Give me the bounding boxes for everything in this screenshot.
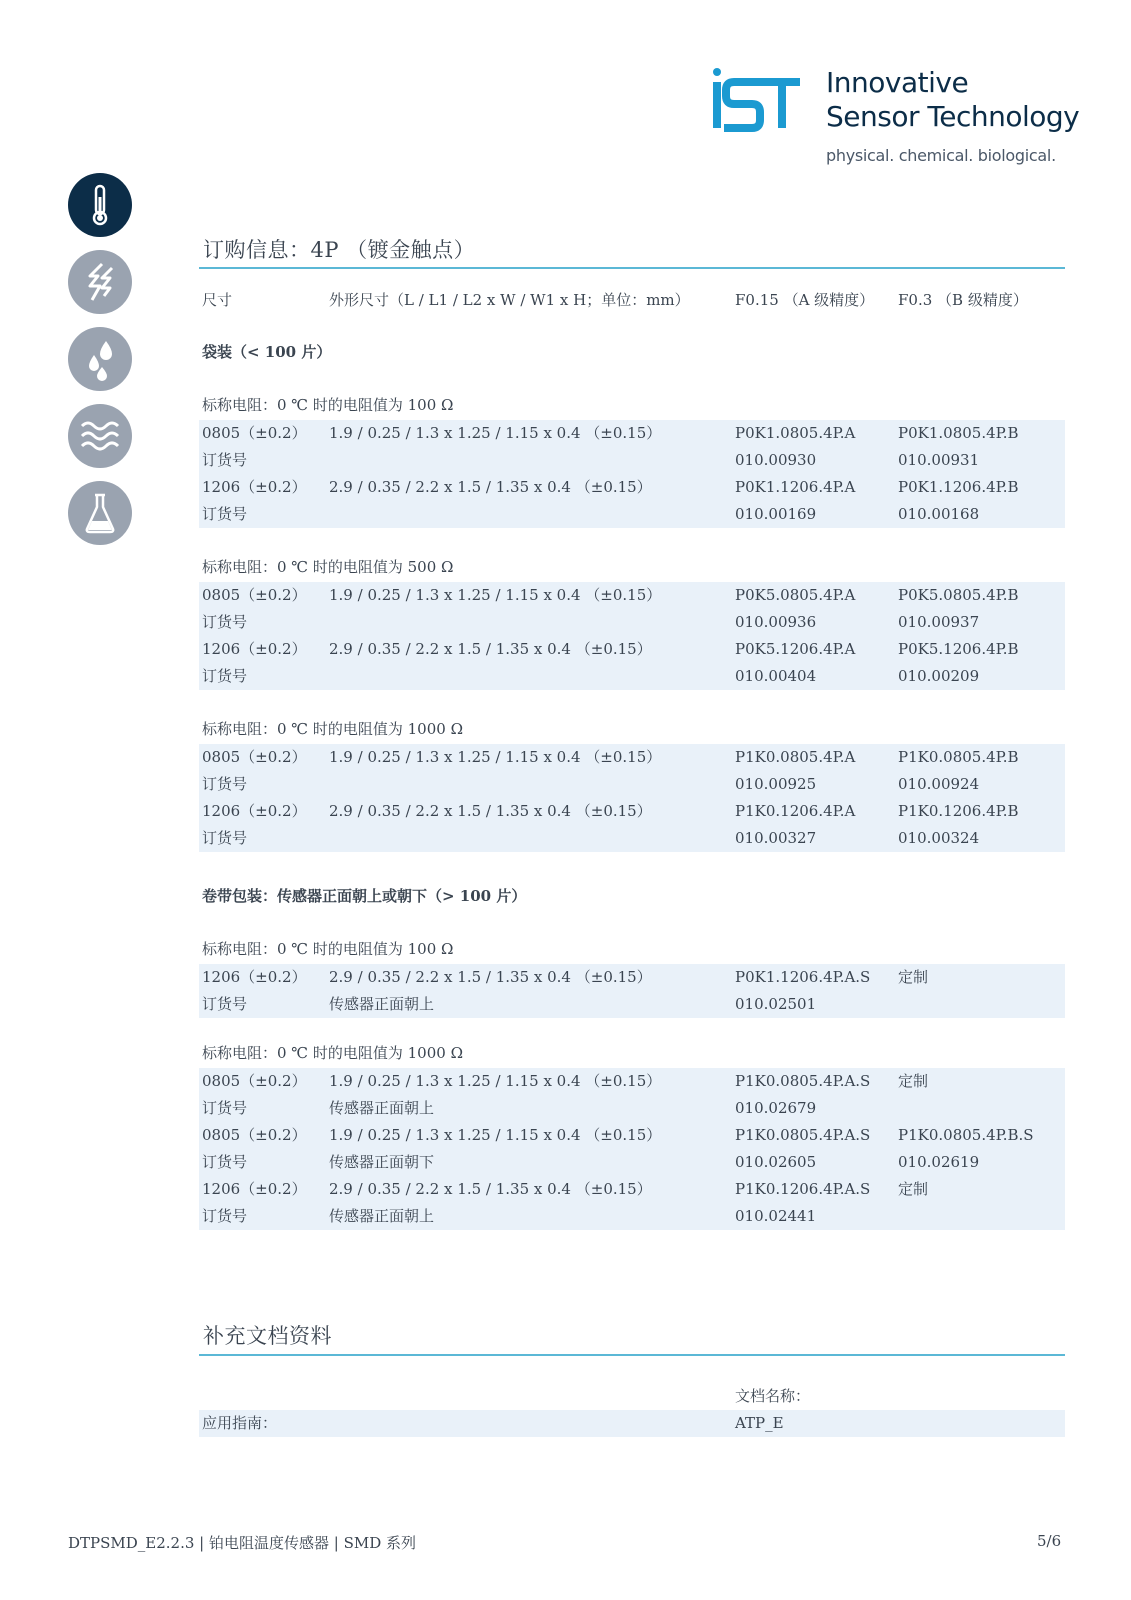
docs-rule bbox=[199, 1354, 1065, 1356]
ordering-title: 订购信息：4P （镀金触点） bbox=[203, 238, 476, 262]
cell-class-a-order-no: 010.00925 bbox=[735, 775, 817, 793]
footer-doc-info: DTPSMD_E2.2.3 | 铂电阻温度传感器 | SMD 系列 bbox=[68, 1534, 417, 1552]
cell-dimensions: 2.9 / 0.35 / 2.2 x 1.5 / 1.35 x 0.4 （±0.15） bbox=[329, 968, 652, 986]
cell-class-b-order-no: 010.00931 bbox=[898, 451, 980, 469]
cell-dimensions: 2.9 / 0.35 / 2.2 x 1.5 / 1.35 x 0.4 （±0.15） bbox=[329, 640, 652, 658]
ist-logomark bbox=[710, 68, 802, 132]
cell-order-label: 订货号 bbox=[202, 775, 248, 793]
cell-order-label: 订货号 bbox=[202, 829, 248, 847]
cell-class-b-order-no: 010.00924 bbox=[898, 775, 980, 793]
cell-class-a-part: P0K1.0805.4P.A bbox=[735, 424, 856, 442]
table-row bbox=[199, 964, 1065, 1018]
resistance-label: 标称电阻：0 ℃ 时的电阻值为 500 Ω bbox=[202, 558, 454, 576]
company-logo bbox=[710, 60, 1090, 180]
cell-class-a-part: P1K0.1206.4P.A.S bbox=[735, 1180, 871, 1198]
cell-order-label: 订货号 bbox=[202, 1099, 248, 1117]
ordering-rule bbox=[199, 267, 1065, 269]
cell-class-a-order-no: 010.00936 bbox=[735, 613, 817, 631]
droplets-icon[interactable] bbox=[68, 327, 132, 391]
cell-class-b-order-no: 010.00324 bbox=[898, 829, 980, 847]
table-row bbox=[199, 474, 1065, 528]
cell-dimensions: 2.9 / 0.35 / 2.2 x 1.5 / 1.35 x 0.4 （±0.15） bbox=[329, 802, 652, 820]
cell-class-b-part: 定制 bbox=[898, 968, 929, 986]
cell-class-a-order-no: 010.02501 bbox=[735, 995, 817, 1013]
table-row bbox=[199, 1068, 1065, 1122]
cell-class-b-part: 定制 bbox=[898, 1180, 929, 1198]
logo-name-line1: Innovative bbox=[826, 66, 969, 99]
cell-order-label: 订货号 bbox=[202, 1153, 248, 1171]
cell-size: 1206（±0.2） bbox=[202, 478, 307, 496]
footer-page-number: 5/6 bbox=[1037, 1532, 1062, 1550]
cell-class-a-part: P1K0.0805.4P.A.S bbox=[735, 1126, 871, 1144]
cell-orientation-note: 传感器正面朝下 bbox=[329, 1153, 435, 1171]
cell-class-a-order-no: 010.00404 bbox=[735, 667, 817, 685]
cell-size: 1206（±0.2） bbox=[202, 1180, 307, 1198]
cell-orientation-note: 传感器正面朝上 bbox=[329, 995, 435, 1013]
cell-dimensions: 1.9 / 0.25 / 1.3 x 1.25 / 1.15 x 0.4 （±0.15） bbox=[329, 748, 662, 766]
table-row bbox=[199, 420, 1065, 474]
app-guide-label: 应用指南： bbox=[202, 1414, 278, 1432]
cell-size: 0805（±0.2） bbox=[202, 424, 307, 442]
cell-class-b-part: P0K5.0805.4P.B bbox=[898, 586, 1019, 604]
resistance-label: 标称电阻：0 ℃ 时的电阻值为 1000 Ω bbox=[202, 1044, 464, 1062]
cell-class-a-order-no: 010.00327 bbox=[735, 829, 817, 847]
logo-tagline: physical. chemical. biological. bbox=[826, 146, 1056, 165]
table-row bbox=[199, 636, 1065, 690]
cell-class-b-order-no: 010.00937 bbox=[898, 613, 980, 631]
cell-order-label: 订货号 bbox=[202, 1207, 248, 1225]
cell-class-b-part: P0K1.0805.4P.B bbox=[898, 424, 1019, 442]
header-dimensions: 外形尺寸（L / L1 / L2 x W / W1 x H；单位：mm） bbox=[329, 291, 690, 309]
cell-order-label: 订货号 bbox=[202, 995, 248, 1013]
cell-dimensions: 1.9 / 0.25 / 1.3 x 1.25 / 1.15 x 0.4 （±0.15） bbox=[329, 1126, 662, 1144]
docs-title: 补充文档资料 bbox=[203, 1324, 332, 1348]
cell-dimensions: 1.9 / 0.25 / 1.3 x 1.25 / 1.15 x 0.4 （±0.15） bbox=[329, 586, 662, 604]
cell-class-a-order-no: 010.02605 bbox=[735, 1153, 817, 1171]
table-row bbox=[199, 1122, 1065, 1176]
doc-name-label: 文档名称： bbox=[735, 1387, 811, 1405]
thermometer-icon[interactable] bbox=[68, 173, 132, 237]
cell-class-a-part: P1K0.0805.4P.A.S bbox=[735, 1072, 871, 1090]
table-row bbox=[199, 1176, 1065, 1230]
header-size: 尺寸 bbox=[202, 291, 233, 309]
cell-class-b-order-no: 010.00209 bbox=[898, 667, 980, 685]
bag-packaging-label: 袋装（< 100 片） bbox=[202, 343, 332, 361]
table-row bbox=[199, 744, 1065, 798]
header-class-b: F0.3 （B 级精度） bbox=[898, 291, 1028, 309]
cell-size: 0805（±0.2） bbox=[202, 1072, 307, 1090]
resistance-label: 标称电阻：0 ℃ 时的电阻值为 100 Ω bbox=[202, 940, 454, 958]
cell-class-a-part: P0K5.0805.4P.A bbox=[735, 586, 856, 604]
cell-size: 1206（±0.2） bbox=[202, 802, 307, 820]
cell-order-label: 订货号 bbox=[202, 451, 248, 469]
cell-class-a-part: P0K5.1206.4P.A bbox=[735, 640, 856, 658]
flask-icon[interactable] bbox=[68, 481, 132, 545]
cell-class-a-part: P0K1.1206.4P.A.S bbox=[735, 968, 871, 986]
cell-class-a-order-no: 010.02441 bbox=[735, 1207, 817, 1225]
cell-class-b-part: P0K5.1206.4P.B bbox=[898, 640, 1019, 658]
cell-class-a-order-no: 010.02679 bbox=[735, 1099, 817, 1117]
cell-orientation-note: 传感器正面朝上 bbox=[329, 1099, 435, 1117]
cell-class-a-part: P1K0.0805.4P.A bbox=[735, 748, 856, 766]
waves-icon[interactable] bbox=[68, 404, 132, 468]
cell-dimensions: 2.9 / 0.35 / 2.2 x 1.5 / 1.35 x 0.4 （±0.15） bbox=[329, 1180, 652, 1198]
cell-dimensions: 2.9 / 0.35 / 2.2 x 1.5 / 1.35 x 0.4 （±0.15） bbox=[329, 478, 652, 496]
flow-icon[interactable] bbox=[68, 250, 132, 314]
cell-class-b-part: P0K1.1206.4P.B bbox=[898, 478, 1019, 496]
cell-class-a-order-no: 010.00930 bbox=[735, 451, 817, 469]
cell-order-label: 订货号 bbox=[202, 667, 248, 685]
cell-size: 0805（±0.2） bbox=[202, 1126, 307, 1144]
cell-class-b-part: 定制 bbox=[898, 1072, 929, 1090]
cell-dimensions: 1.9 / 0.25 / 1.3 x 1.25 / 1.15 x 0.4 （±0.15） bbox=[329, 1072, 662, 1090]
app-guide-value[interactable]: ATP_E bbox=[735, 1414, 784, 1432]
table-row bbox=[199, 582, 1065, 636]
logo-company-name bbox=[826, 66, 1079, 134]
header-class-a: F0.15 （A 级精度） bbox=[735, 291, 875, 309]
cell-class-b-part: P1K0.0805.4P.B bbox=[898, 748, 1019, 766]
resistance-label: 标称电阻：0 ℃ 时的电阻值为 1000 Ω bbox=[202, 720, 464, 738]
cell-class-b-order-no: 010.00168 bbox=[898, 505, 980, 523]
logo-name-line2: Sensor Technology bbox=[826, 100, 1080, 133]
cell-class-a-order-no: 010.00169 bbox=[735, 505, 817, 523]
cell-class-b-order-no: 010.02619 bbox=[898, 1153, 980, 1171]
cell-orientation-note: 传感器正面朝上 bbox=[329, 1207, 435, 1225]
cell-size: 1206（±0.2） bbox=[202, 640, 307, 658]
cell-order-label: 订货号 bbox=[202, 505, 248, 523]
cell-dimensions: 1.9 / 0.25 / 1.3 x 1.25 / 1.15 x 0.4 （±0.15） bbox=[329, 424, 662, 442]
cell-class-b-part: P1K0.1206.4P.B bbox=[898, 802, 1019, 820]
cell-size: 0805（±0.2） bbox=[202, 748, 307, 766]
resistance-label: 标称电阻：0 ℃ 时的电阻值为 100 Ω bbox=[202, 396, 454, 414]
cell-size: 1206（±0.2） bbox=[202, 968, 307, 986]
reel-packaging-label: 卷带包装：传感器正面朝上或朝下（> 100 片） bbox=[202, 887, 527, 905]
cell-class-a-part: P1K0.1206.4P.A bbox=[735, 802, 856, 820]
cell-size: 0805（±0.2） bbox=[202, 586, 307, 604]
cell-class-b-part: P1K0.0805.4P.B.S bbox=[898, 1126, 1034, 1144]
cell-class-a-part: P0K1.1206.4P.A bbox=[735, 478, 856, 496]
app-guide-row bbox=[199, 1410, 1065, 1437]
cell-order-label: 订货号 bbox=[202, 613, 248, 631]
table-row bbox=[199, 798, 1065, 852]
